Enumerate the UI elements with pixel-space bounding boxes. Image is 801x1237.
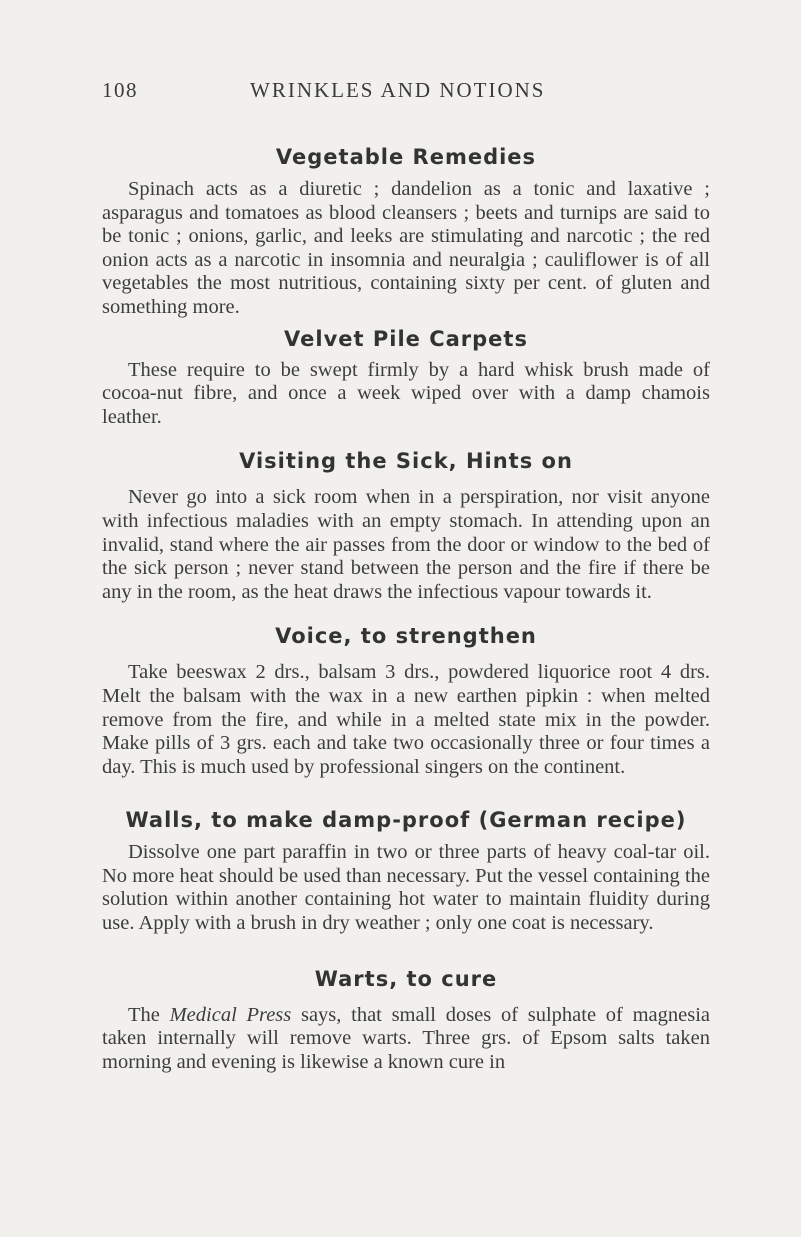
- section-paragraph: Never go into a sick room when in a perspiration, nor visit anyone with infectious maladies with an empty stomach. In attending upon an invalid, stand where the air passes from the door or window to the bed of the sick person ; never stand between the person and the fire if there be any in the room, as the heat draws the infectious vapour towards it.: [102, 486, 710, 603]
- section-heading: Vegetable Remedies: [275, 145, 537, 169]
- page-number: 108: [102, 78, 138, 102]
- section-warts-to-cure: [102, 966, 710, 1075]
- paragraph-prefix: The: [128, 1003, 170, 1026]
- section-vegetable-remedies: [102, 144, 710, 320]
- section-velvet-pile-carpets: [102, 326, 710, 430]
- section-voice-to-strengthen: [102, 623, 710, 779]
- running-head: [102, 78, 710, 108]
- section-walls-damp-proof: [102, 807, 710, 935]
- section-paragraph: Dissolve one part paraffin in two or three parts of heavy coal-tar oil. No more heat should be used than necessary. Put the vessel containing the solution within another containing hot water to maintain fluidity during use. Apply with a brush in dry weather ; only one coat is necessary.: [102, 841, 710, 935]
- section-paragraph: Take beeswax 2 drs., balsam 3 drs., powdered liquorice root 4 drs. Melt the balsam with the wax in a new earthen pipkin : when melted remove from the fire, and while in a melted state mix in the powder. Make pills of 3 grs. each and take two occasionally three or four times a day. This is much used by professional singers on the continent.: [102, 661, 710, 778]
- book-title: WRINKLES AND NOTIONS: [250, 78, 546, 102]
- section-heading: Velvet Pile Carpets: [284, 326, 528, 351]
- section-heading: Voice, to strengthen: [275, 624, 537, 649]
- section-heading: Walls, to make damp-proof (German recipe): [125, 808, 687, 833]
- paragraph-body: says, that small doses of sulphate of magnesia taken internally will remove warts. Three grs. of Epsom salts taken morning and evening is likewise a known cure in: [102, 1003, 710, 1073]
- section-paragraph: Spinach acts as a diuretic ; dandelion as a tonic and laxative ; asparagus and tomatoes as blood cleansers ; beets and turnips are said to be tonic ; onions, garlic, and leeks are stimulating and narcotic ; the red onion acts as a narcotic in insomnia and neuralgia ; cauliflower is of all vegetables the most nutritious, containing sixty per cent. of gluten and something more.: [102, 178, 710, 318]
- section-paragraph: [102, 1004, 710, 1075]
- section-heading: Warts, to cure: [314, 966, 498, 991]
- section-heading: Visiting the Sick, Hints on: [239, 449, 573, 474]
- publication-title: Medical Press: [169, 1003, 292, 1026]
- page-body: [102, 144, 710, 1074]
- section-paragraph: These require to be swept firmly by a hard whisk brush made of cocoa-nut fibre, and once a week wiped over with a damp chamois leather.: [102, 358, 710, 428]
- section-visiting-the-sick: [102, 448, 710, 604]
